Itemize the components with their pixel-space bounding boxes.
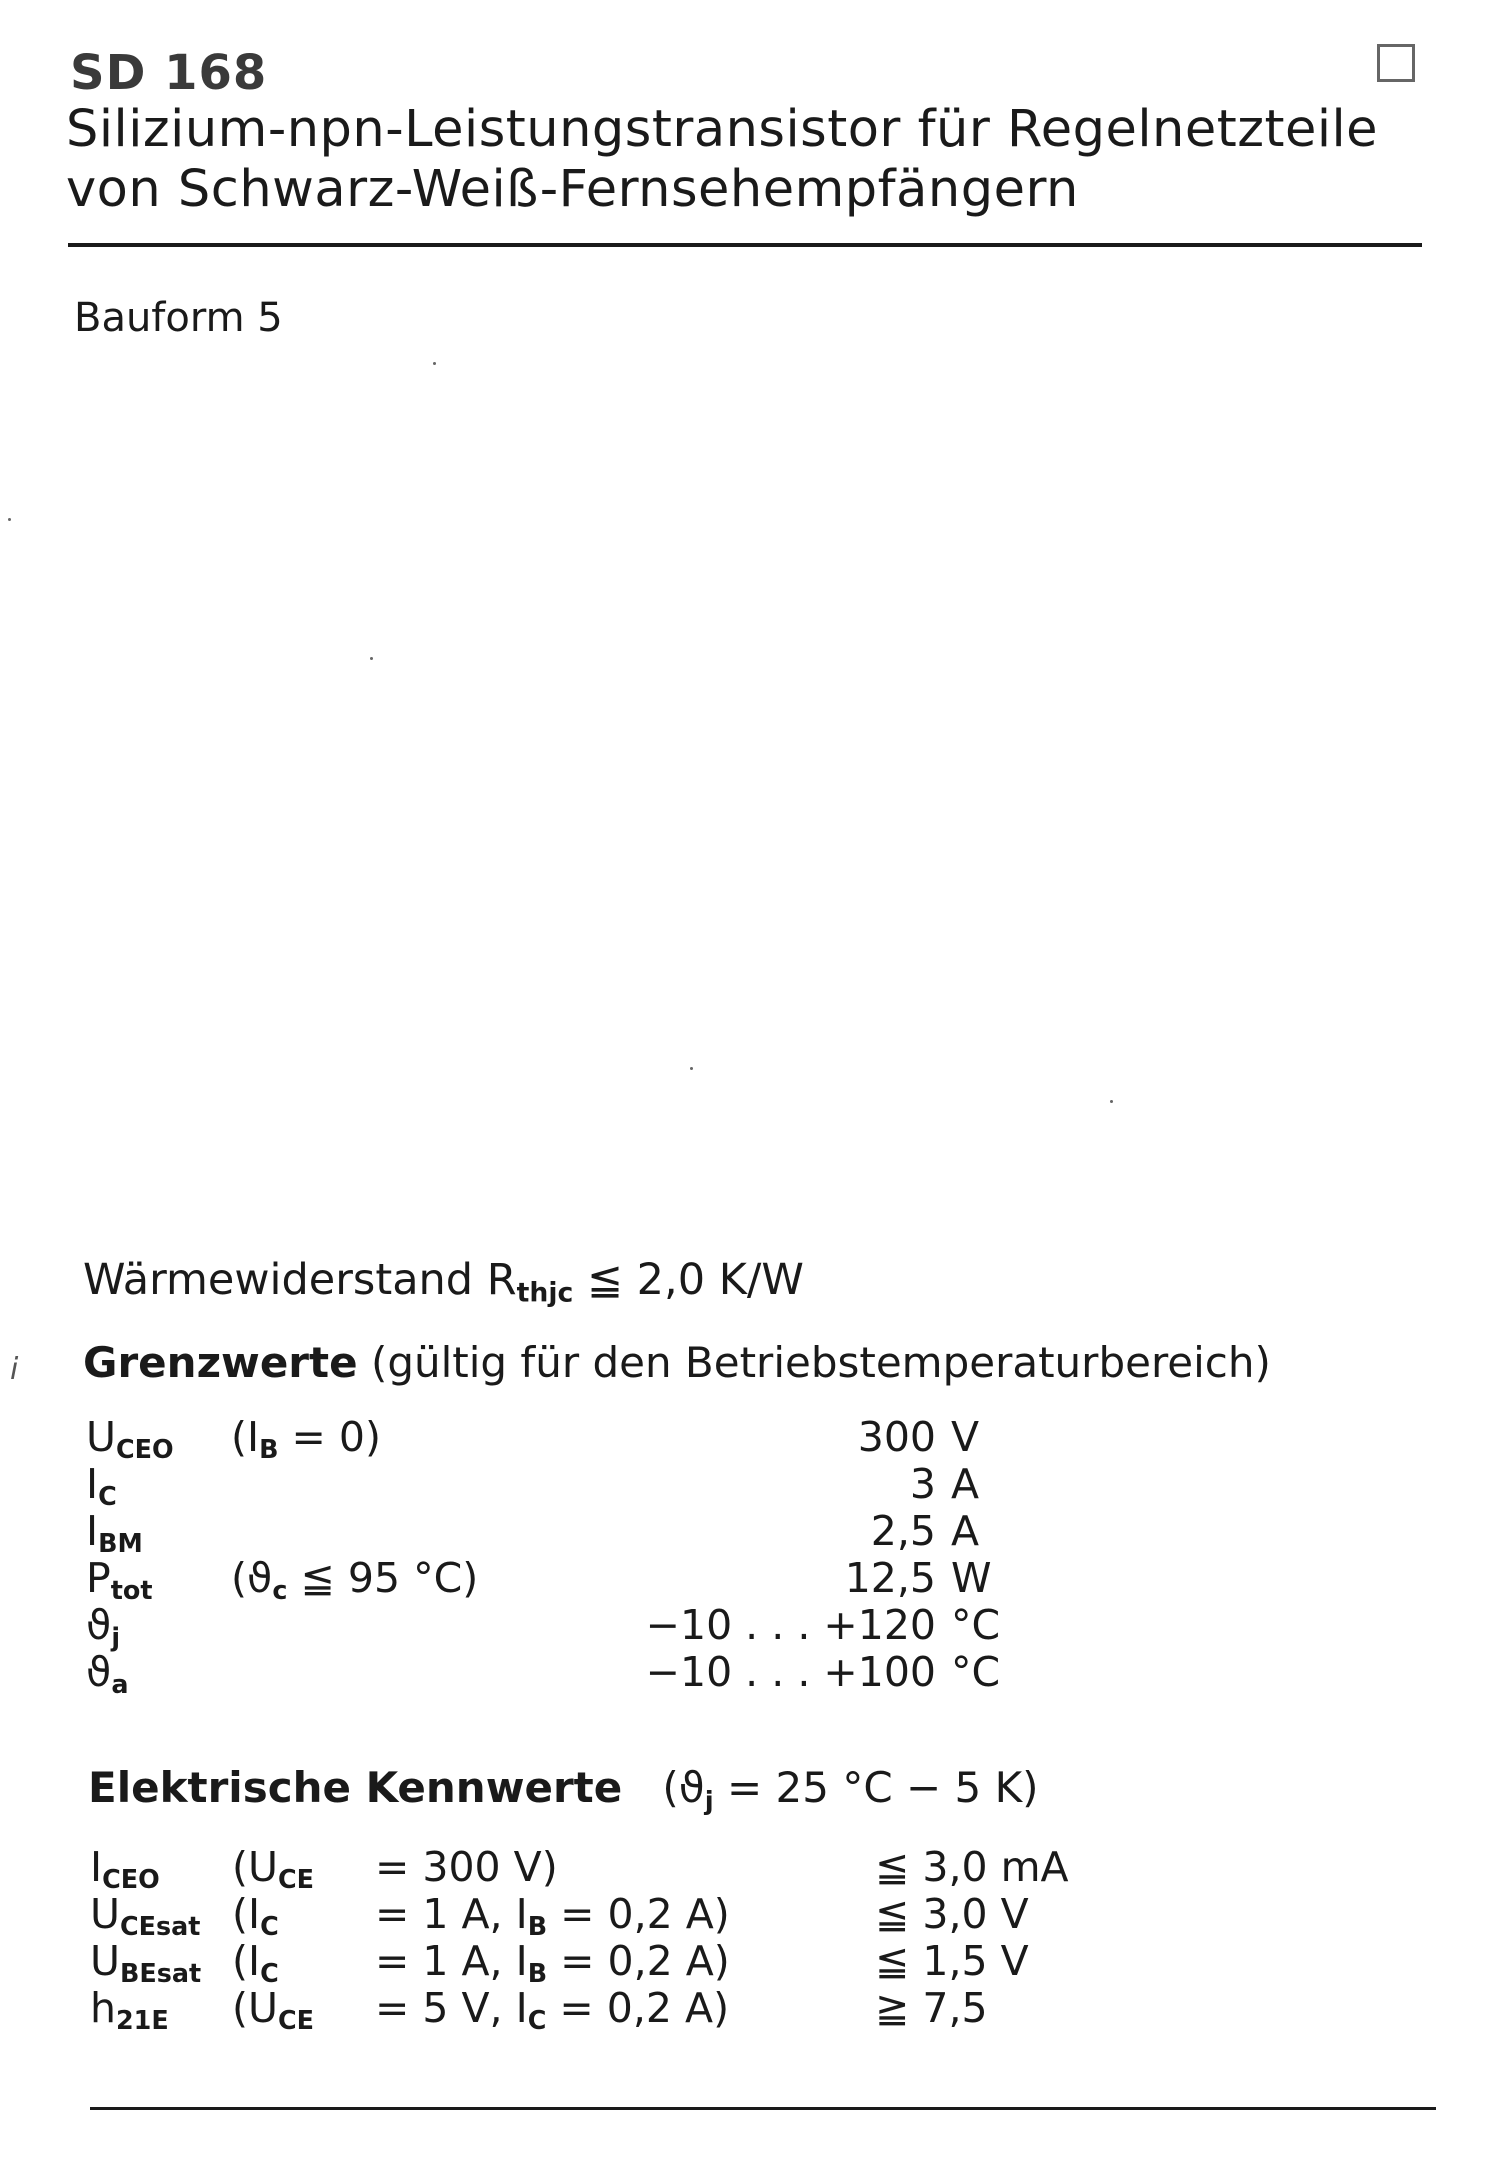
limits-row	[86, 1648, 1086, 1700]
electrical-heading-cond: (ϑ	[662, 1763, 705, 1812]
limits-condition-sub: c	[272, 1575, 288, 1606]
limits-symbol-main: P	[86, 1554, 111, 1602]
limits-symbol-sub: C	[98, 1481, 117, 1512]
electrical-condition-eq-sub: C	[527, 2005, 547, 2036]
electrical-condition-eq-sub: B	[527, 1958, 548, 1989]
limits-condition-rest: ≦ 95 °C)	[287, 1554, 479, 1602]
limits-unit: A	[951, 1460, 980, 1508]
scan-speck	[1110, 1100, 1113, 1103]
title-line-1: Silizium-npn-Leistungstransistor für Regelnetzteile	[66, 100, 1379, 159]
limits-symbol-main: ϑ	[86, 1648, 112, 1696]
electrical-condition-eq: = 5 V, I	[375, 1984, 528, 2032]
limits-value: 300	[857, 1413, 936, 1461]
limits-unit: V	[951, 1413, 980, 1461]
limits-condition-rest: = 0)	[278, 1413, 381, 1461]
electrical-condition-param	[232, 1984, 314, 2035]
electrical-row	[90, 1937, 1190, 1989]
electrical-condition-value	[375, 1890, 730, 1941]
electrical-symbol-sub: BEsat	[120, 1958, 202, 1989]
limits-symbol-main: ϑ	[86, 1601, 112, 1649]
part-number: SD 168	[70, 45, 268, 101]
electrical-row	[90, 1890, 1190, 1942]
limits-value: −10 . . . +120	[645, 1601, 936, 1649]
limits-symbol-sub: BM	[98, 1528, 143, 1559]
limits-symbol-main: I	[86, 1507, 99, 1555]
limits-symbol-sub: a	[111, 1669, 129, 1700]
limits-heading-note: (gültig für den Betriebstemperaturbereich)	[370, 1338, 1271, 1387]
limits-heading-title: Grenzwerte	[83, 1338, 358, 1387]
electrical-condition-eq-rest: = 0,2 A)	[546, 1984, 730, 2032]
limits-unit: W	[951, 1554, 992, 1602]
electrical-condition-sub: CE	[278, 1864, 315, 1895]
electrical-condition-eq-sub: B	[527, 1911, 548, 1942]
package-label: Bauform 5	[74, 295, 283, 341]
limits-value: 12,5	[844, 1554, 936, 1602]
limits-unit: °C	[951, 1648, 1001, 1696]
limits-symbol-sub: CEO	[116, 1434, 174, 1465]
electrical-symbol	[90, 1984, 169, 2035]
electrical-row	[90, 1984, 1190, 2036]
scan-speck	[370, 657, 373, 660]
limits-symbol	[86, 1413, 174, 1464]
limits-symbol	[86, 1554, 152, 1605]
limits-row	[86, 1460, 1086, 1512]
limits-condition-open: (I	[231, 1413, 260, 1461]
electrical-condition-value	[375, 1937, 730, 1988]
electrical-condition-sub: CE	[278, 2005, 315, 2036]
electrical-symbol-sub: 21E	[116, 2005, 169, 2036]
electrical-symbol-main: U	[90, 1890, 121, 1938]
electrical-condition-open: (U	[232, 1984, 279, 2032]
corner-checkbox-mark	[1377, 44, 1415, 82]
limits-heading	[83, 1338, 1271, 1387]
electrical-heading-cond-rest: = 25 °C − 5 K)	[713, 1763, 1039, 1812]
limits-row	[86, 1554, 1086, 1606]
electrical-symbol	[90, 1843, 160, 1894]
margin-mark: i	[10, 1352, 19, 1387]
electrical-condition-param	[232, 1890, 279, 1941]
limits-value: 2,5	[870, 1507, 936, 1555]
electrical-condition-sub: C	[260, 1911, 279, 1942]
scan-speck	[433, 362, 436, 365]
thermal-resistance	[83, 1255, 804, 1308]
electrical-condition-value	[375, 1984, 729, 2035]
electrical-value: ≧ 7,5	[875, 1984, 988, 2032]
electrical-condition-eq-rest: = 0,2 A)	[547, 1937, 730, 1985]
electrical-symbol-main: U	[90, 1937, 121, 1985]
limits-row	[86, 1601, 1086, 1653]
limits-row	[86, 1507, 1086, 1559]
electrical-value: ≦ 3,0 V	[875, 1890, 1029, 1938]
electrical-condition-sub: C	[260, 1958, 279, 1989]
electrical-symbol	[90, 1890, 200, 1941]
limits-condition-open: (ϑ	[231, 1554, 273, 1602]
electrical-condition-eq-rest: = 0,2 A)	[547, 1890, 730, 1938]
electrical-heading-title: Elektrische Kennwerte	[88, 1763, 623, 1812]
bottom-divider	[90, 2107, 1436, 2110]
electrical-symbol-sub: CEO	[102, 1864, 160, 1895]
electrical-symbol-main: h	[90, 1984, 116, 2032]
electrical-condition-eq: = 300 V)	[375, 1843, 558, 1891]
scan-speck	[690, 1067, 693, 1070]
limits-symbol	[86, 1601, 120, 1652]
limits-value: −10 . . . +100	[645, 1648, 936, 1696]
limits-symbol	[86, 1648, 129, 1699]
limits-symbol-main: U	[86, 1413, 117, 1461]
limits-condition	[231, 1554, 478, 1605]
electrical-heading	[88, 1763, 1039, 1816]
limits-symbol	[86, 1507, 143, 1558]
limits-unit: °C	[951, 1601, 1001, 1649]
electrical-condition-value	[375, 1843, 558, 1891]
electrical-heading-cond-sub: j	[704, 1786, 714, 1817]
limits-row	[86, 1413, 1086, 1465]
electrical-row	[90, 1843, 1190, 1895]
electrical-condition-open: (U	[232, 1843, 279, 1891]
limits-symbol-sub: j	[111, 1622, 121, 1653]
thermal-sub: thjc	[516, 1277, 574, 1309]
title-line-2: von Schwarz-Weiß-Fernsehempfängern	[66, 160, 1079, 219]
limits-symbol-sub: tot	[110, 1575, 153, 1606]
electrical-condition-param	[232, 1937, 279, 1988]
limits-symbol-main: I	[86, 1460, 99, 1508]
electrical-condition-eq: = 1 A, I	[375, 1890, 528, 1938]
electrical-value: ≦ 3,0 mA	[875, 1843, 1069, 1891]
electrical-symbol-sub: CEsat	[120, 1911, 201, 1942]
limits-condition	[231, 1413, 381, 1464]
thermal-label: Wärmewiderstand R	[83, 1255, 517, 1305]
electrical-condition-eq: = 1 A, I	[375, 1937, 528, 1985]
scan-speck	[8, 518, 11, 521]
electrical-condition-param	[232, 1843, 314, 1894]
thermal-value: ≦ 2,0 K/W	[586, 1255, 804, 1305]
electrical-condition-open: (I	[232, 1937, 261, 1985]
electrical-symbol-main: I	[90, 1843, 103, 1891]
electrical-condition-open: (I	[232, 1890, 261, 1938]
limits-value: 3	[909, 1460, 936, 1508]
top-divider	[68, 243, 1422, 247]
limits-unit: A	[951, 1507, 980, 1555]
electrical-value: ≦ 1,5 V	[875, 1937, 1029, 1985]
limits-symbol	[86, 1460, 117, 1511]
limits-condition-sub: B	[259, 1434, 279, 1465]
electrical-symbol	[90, 1937, 201, 1988]
